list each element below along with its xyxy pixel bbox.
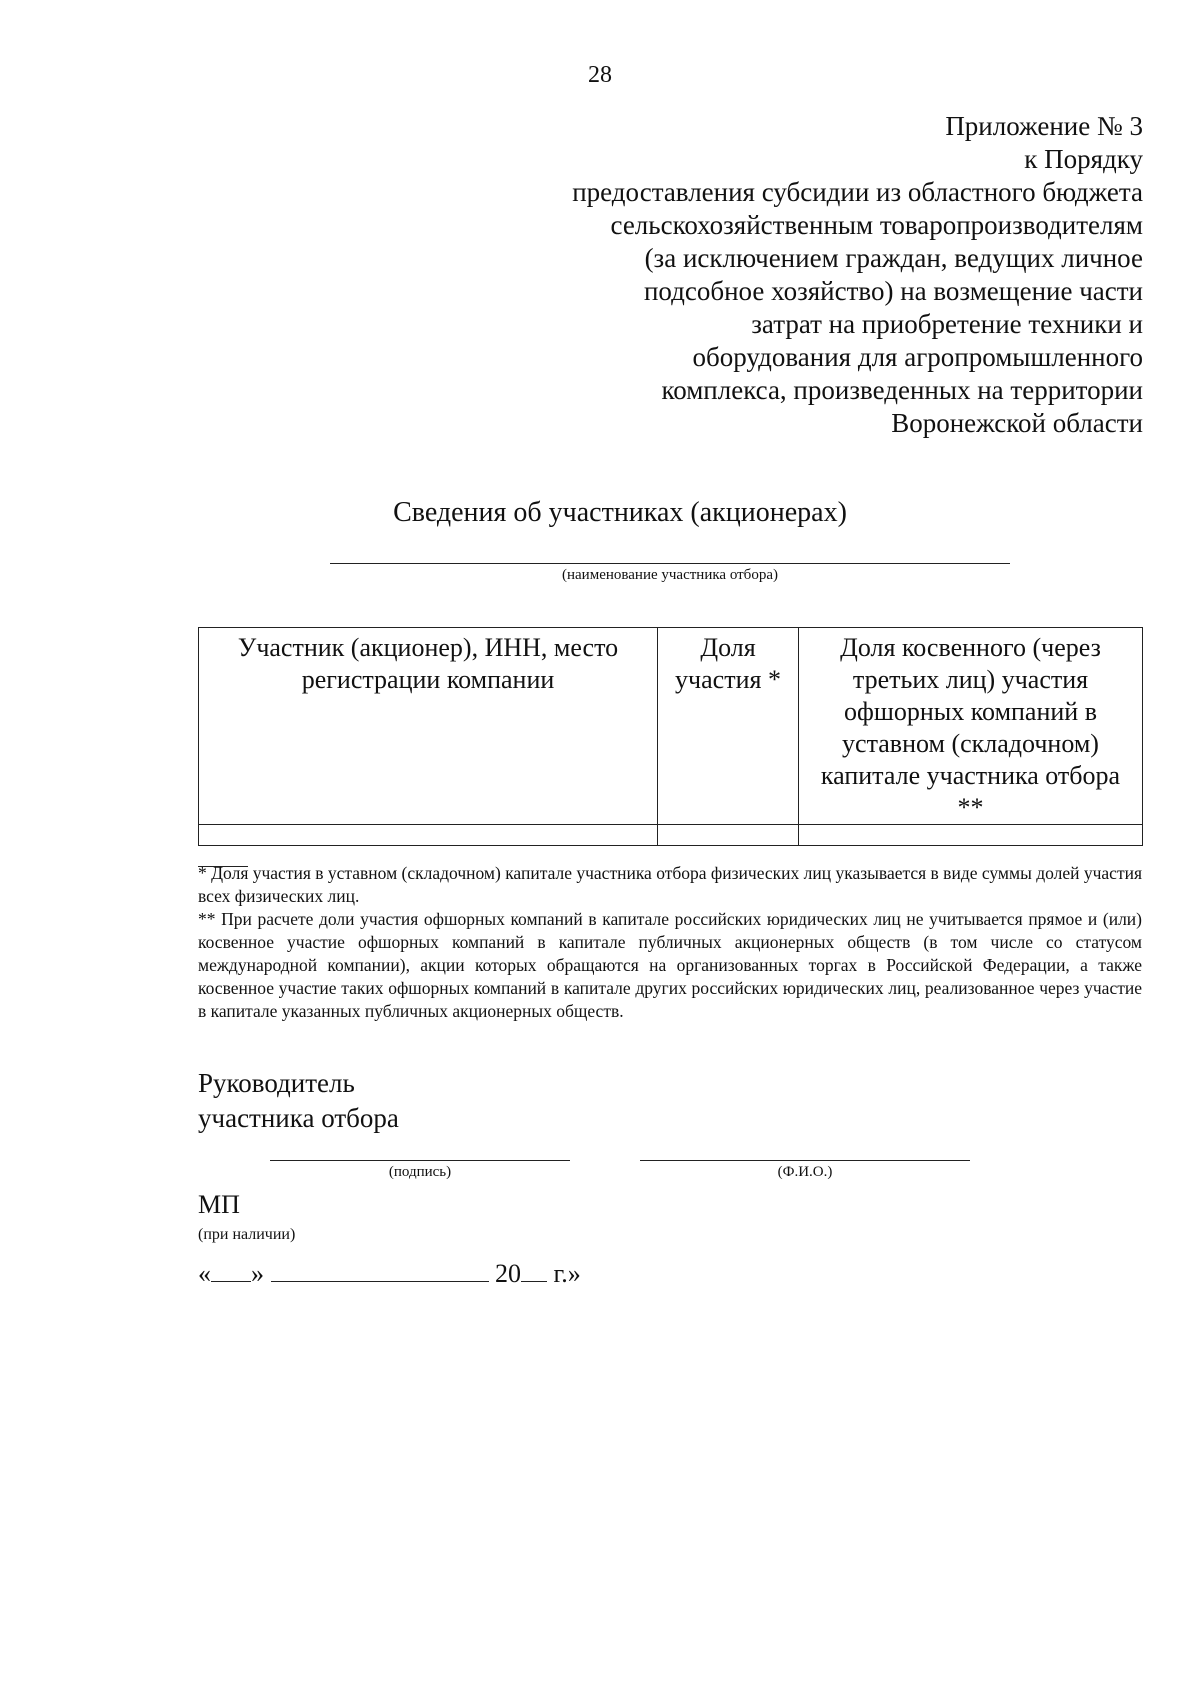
signature-line (270, 1160, 570, 1161)
footnote-2: ** При расчете доли участия офшорных компаний в капитале российских юридических лиц не учитывается прямое и (или) косвенное участие офшорных компаний в капитале публичных акционерных обществ (в том числе со статусом международной компании), акции которых обращаются на организованных торгах в Российской Федерации, а также косвенное участие таких офшорных компаний в капитале других российских юридических лиц, реализованное через участие в капитале указанных публичных акционерных обществ. (198, 909, 1142, 1021)
date-suffix: г.» (553, 1259, 581, 1288)
appendix-line: Приложение № 3 (945, 111, 1143, 141)
stamp-label: МП (198, 1190, 240, 1219)
full-name-caption: (Ф.И.О.) (777, 1164, 833, 1180)
appendix-header (523, 110, 1143, 440)
table-cell[interactable] (199, 825, 658, 846)
year-prefix: 20 (495, 1259, 521, 1288)
table-header-row (199, 628, 1143, 825)
table-cell[interactable] (658, 825, 799, 846)
appendix-line: к Порядку (1024, 144, 1143, 174)
participant-name-line (330, 563, 1010, 564)
appendix-line: оборудования для агропромышленного (692, 342, 1143, 372)
table-row (199, 825, 1143, 846)
signature-caption: (подпись) (388, 1164, 452, 1180)
header-share: Доля участия * (658, 628, 799, 825)
shareholders-table (198, 627, 1143, 846)
appendix-line: подсобное хозяйство) на возмещение части (643, 276, 1143, 306)
appendix-line: затрат на приобретение техники и (751, 309, 1143, 339)
appendix-line: (за исключением граждан, ведущих личное (644, 243, 1143, 273)
table-cell[interactable] (799, 825, 1143, 846)
participant-name-caption: (наименование участника отбора) (562, 567, 778, 583)
signer-role-line1: Руководитель (198, 1068, 355, 1098)
appendix-line: сельскохозяйственным товаропроизводителям (610, 210, 1143, 240)
footnotes (198, 862, 1142, 1023)
stamp-note: (при наличии) (198, 1226, 296, 1243)
appendix-line: Воронежской области (891, 408, 1143, 438)
date-open-quote: « (198, 1259, 211, 1288)
header-participant: Участник (акционер), ИНН, место регистрации компании (199, 628, 658, 825)
document-title: Сведения об участниках (акционерах) (393, 497, 847, 528)
signer-title (198, 1066, 399, 1136)
appendix-line: комплекса, произведенных на территории (661, 375, 1143, 405)
page-number: 28 (588, 62, 612, 88)
full-name-line (640, 1160, 970, 1161)
appendix-line: предоставления субсидии из областного бюджета (572, 177, 1143, 207)
signer-role-line2: участника отбора (198, 1103, 399, 1133)
date-close-quote: » (251, 1259, 264, 1288)
month-blank[interactable] (271, 1259, 489, 1282)
header-offshore-share: Доля косвенного (через третьих лиц) участия офшорных компаний в уставном (складочном) капитале участника отбора ** (799, 628, 1143, 825)
date-row (198, 1259, 581, 1289)
day-blank[interactable] (211, 1259, 251, 1282)
footnote-1: * Доля участия в уставном (складочном) капитале участника отбора физических лиц указывается в виде суммы долей участия всех физических лиц. (198, 863, 1143, 906)
year-blank[interactable] (521, 1259, 547, 1282)
